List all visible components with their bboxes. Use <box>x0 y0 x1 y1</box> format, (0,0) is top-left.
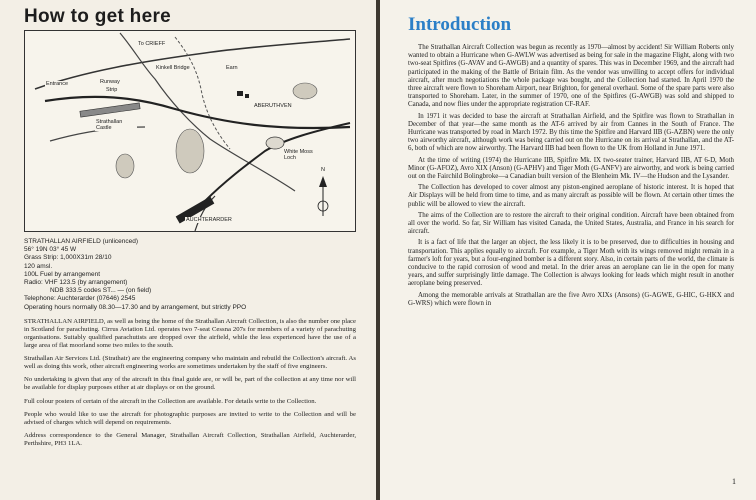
right-page-title: Introduction <box>408 14 512 35</box>
airfield-fuel: 100L Fuel by arrangement <box>24 270 101 278</box>
right-paragraph: The Strathallan Aircraft Collection was begun as recently as 1970—almost by accident! Sir William Roberts only wanted to obtain a Hurricane when G-AWLW was advertised as being for sale in the magazine Flight, along with two two-seat Spitfires (G-AVAV and G-AWGB) and a quantity of spares. This was in December 1969, and the aircraft had participated in the making of the Battle of Britain film. As the vendor was unwilling to accept offers for individual aircraft, after much negotiations the whole package was bought, and the Collection had started. In April 1970 the three aircraft were flown to Shoreham Airport, near Brighton, for general overhaul. Some of the spare parts were also transported to Shoreham. Later, in the summer of 1970, one of the Spitfires (G-AWGB) was sold and shipped to Canada, and now flies under the appropriate registration CF-RAF. <box>408 44 734 109</box>
left-paragraph: STRATHALLAN AIRFIELD, as well as being the home of the Strathallan Aircraft Collection, is also the number one place in Scotland for parachuting. Cirrus Aviation Ltd. operates two 7-seat Cessna 207s for members of a variety of parachuting organisations. Suitably qualified parachutists are dropped over the airfield, while the less experienced have the use of a large area of flat moorland some two miles to the south. <box>24 317 356 350</box>
airfield-info <box>24 238 368 312</box>
left-paragraph: No undertaking is given that any of the aircraft in this final guide are, or will be, part of the collection at any time nor will be available for display purposes either at air displays or on the ground. <box>24 376 356 392</box>
right-paragraph: Among the memorable arrivals at Strathallan are the five Avro XIXs (Ansons) (G-AGWE, G-HIC, G-HKX and G-WRS) which were flown in <box>408 291 734 307</box>
left-page <box>0 0 376 500</box>
map-label-strip: Strip <box>106 87 118 93</box>
airfield-coords: 56° 19N 03° 45 W <box>24 246 77 254</box>
map-label-earn: Earn <box>226 65 238 71</box>
left-paragraph: Full colour posters of certain of the aircraft in the Collection are available. For details write to the Collection. <box>24 397 317 405</box>
map-label-strathallan-castle: Strathallan Castle <box>95 119 137 131</box>
location-map <box>24 30 356 232</box>
left-paragraph: Strathallan Air Services Ltd. (Strathair) are the engineering company who maintain and rebuild the Collection's aircraft. As well as doing this work, other aircraft engineering works are sometimes undertaken by the staff of five engineers. <box>24 355 356 371</box>
airfield-ndb: NDB 333.5 codes ST... — (on field) <box>50 287 152 295</box>
airfield-grass-strip: Grass Strip: 1,000X31m 28/10 <box>24 254 112 262</box>
right-page-body <box>408 44 734 308</box>
page-number: 1 <box>732 477 736 486</box>
right-paragraph: At the time of writing (1974) the Hurricane IIB, Spitfire Mk. IX two-seater trainer, Harvard IIB, AT 6-D, Moth Minor (G-AFOZ), Avro XIX (Anson) (G-APHV) and Tiger Moth (G-ANFV) are airworthy, and work is being carried out on the Fairchild Bolingbroke—a Canadian built version of the Blenheim Mk. IV—the Hudson and the Lysander. <box>408 156 734 181</box>
right-paragraph: The Collection has developed to cover almost any piston-engined aeroplane of historic interest. It is hoped that Air Displays will be held from time to time, and as many aircraft as possible will be flown. At certain other times the public will be allowed to view the aircraft. <box>408 184 734 208</box>
left-paragraph: People who would like to use the aircraft for photographic purposes are invited to write to the Collection and will be advised of charges which will depend on requirements. <box>24 410 356 426</box>
left-page-body <box>24 318 356 448</box>
left-paragraph: Address correspondence to the General Manager, Strathallan Aircraft Collection, Strathallan Airfield, Auchterarder, Perthshire, PH3 1LA. <box>24 431 356 447</box>
map-label-crieff: To CRIEFF <box>138 41 166 47</box>
airfield-amsl: 120 amsl. <box>24 262 53 270</box>
map-label-kinkell-bridge: Kinkell Bridge <box>156 65 190 71</box>
airfield-hours: Operating hours normally 08.30—17.30 and by arrangement, but strictly PPO <box>24 303 247 311</box>
airfield-radio: Radio: VHF 123.5 (by arrangement) <box>24 279 128 287</box>
right-paragraph: In 1971 it was decided to base the aircraft at Strathallan Airfield, and the Spitfire was flown to Strathallan in December of that year—the same month as the AT-6 arrived by air from Cannes in the South of France. The Hurricane was transported by road in March 1972. By this time the Spitfire and Harvard IIB (G-AZBN) were the only two airworthy aircraft, although work was being carried out on the Hurricane on its arrival at Strathallan, and the AT-6, both of which are now airworthy. The Harvard IIB had been flown to the UK from Holland in June 1971. <box>408 112 734 153</box>
map-label-aberuthven: ABERUTHVEN <box>254 103 292 109</box>
map-label-white-moss-loch: White Moss Loch <box>283 149 319 161</box>
map-label-auchterarder: AUCHTERARDER <box>186 217 232 223</box>
map-label-entrance: Entrance <box>46 81 69 87</box>
right-paragraph: The aims of the Collection are to restore the aircraft to their original condition. Aircraft have been obtained from all over the world. So far, Sir William has visited Canada, the United States, Australia, and France in his search for aircraft. <box>408 211 734 236</box>
airfield-telephone: Telephone: Auchterarder (07646) 2545 <box>24 295 136 303</box>
left-page-title: How to get here <box>24 6 172 27</box>
map-label-runway: Runway <box>100 79 120 85</box>
right-page <box>380 0 756 500</box>
airfield-name: STRATHALLAN AIRFIELD (unlicenced) <box>24 238 139 245</box>
compass-north-label: N <box>321 167 325 173</box>
right-paragraph: It is a fact of life that the larger an object, the less likely it is to be preserved, due to difficulties in housing and transportation. This applies equally to aircraft. For example, a Tiger Moth with its wings removed might remain in a farmer's loft for years, but a four-engined bomber is a different story. Also, in certain parts of the world, the climate is conducive to the rapid corrosion of wood and metal. In the drier areas an aeroplane can lie in the open for many years, and suffer surprisingly little damage. The Collection is always looking for leads which might result in another aeroplane being preserved. <box>408 239 734 288</box>
map-drawing <box>25 31 355 231</box>
